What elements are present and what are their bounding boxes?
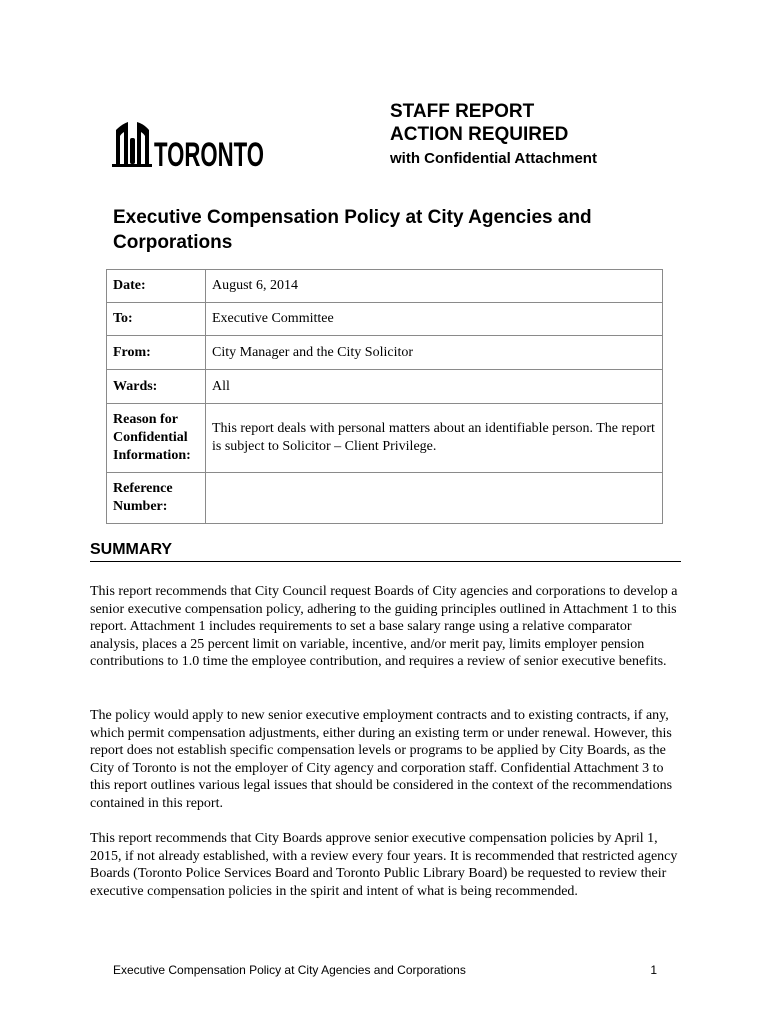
info-value: Executive Committee xyxy=(206,303,663,336)
summary-paragraph: The policy would apply to new senior executive employment contracts and to existing contracts, if any, which permit compensation adjustments, either during an existing term or under renewal. However, this report does not establish specific compensation levels or programs to be applied by City Boards, as the City of Toronto is not the employer of City agency and corporation staff. Confidential Attachment 3 to this report outlines various legal issues that should be considered in the context of the recommendations contained in this report. xyxy=(90,708,673,811)
report-header xyxy=(390,100,597,170)
summary-heading: SUMMARY xyxy=(90,539,681,562)
info-label: Reference Number: xyxy=(107,473,206,524)
info-row-wards xyxy=(107,370,663,404)
info-value: August 6, 2014 xyxy=(206,270,663,303)
info-label: Wards: xyxy=(107,370,206,404)
footer-title: Executive Compensation Policy at City Agencies and Corporations xyxy=(113,963,466,977)
info-label: Reason for Confidential Information: xyxy=(107,404,206,473)
summary-paragraph: This report recommends that City Council request Boards of City agencies and corporations to develop a senior executive compensation policy, adhering to the guiding principles outlined in Attachment 1 to this report. Attachment 1 includes requirements to set a base salary range using a relative comparator analysis, places a 25 percent limit on variable, incentive, and/or merit pay, limits employer pension contributions to 1.0 time the employee contribution, and requires a review of senior executive benefits. xyxy=(90,584,678,669)
info-row-reason xyxy=(107,404,663,473)
info-row-reference xyxy=(107,473,663,524)
page-footer xyxy=(113,962,657,978)
info-row-date xyxy=(107,270,663,303)
header-confidential-attachment: with Confidential Attachment xyxy=(390,150,597,167)
info-row-to xyxy=(107,303,663,336)
city-hall-icon xyxy=(112,118,267,174)
info-row-from xyxy=(107,336,663,370)
page-number: 1 xyxy=(650,963,657,977)
document-title: Executive Compensation Policy at City Agencies and Corporations xyxy=(113,207,592,253)
info-value: All xyxy=(206,370,663,404)
info-value xyxy=(206,473,663,524)
toronto-logo xyxy=(112,118,267,174)
summary-paragraph: This report recommends that City Boards approve senior executive compensation policies by April 1, 2015, if not already established, with a review every four years. It is recommended that restricted agency Boards (Toronto Police Services Board and Toronto Public Library Board) be requested to review their executive compensation policies in the spirit and intent of what is being recommended. xyxy=(90,831,678,899)
info-value: City Manager and the City Solicitor xyxy=(206,336,663,370)
info-label: To: xyxy=(107,303,206,336)
info-value: This report deals with personal matters about an identifiable person. The report is subject to Solicitor – Client Privilege. xyxy=(206,404,663,473)
header-staff-report: STAFF REPORT xyxy=(390,101,535,122)
header-action-required: ACTION REQUIRED xyxy=(390,124,569,145)
info-label: Date: xyxy=(107,270,206,303)
report-info-table xyxy=(106,269,663,524)
logo-text: TORONTO xyxy=(154,136,264,174)
info-label: From: xyxy=(107,336,206,370)
